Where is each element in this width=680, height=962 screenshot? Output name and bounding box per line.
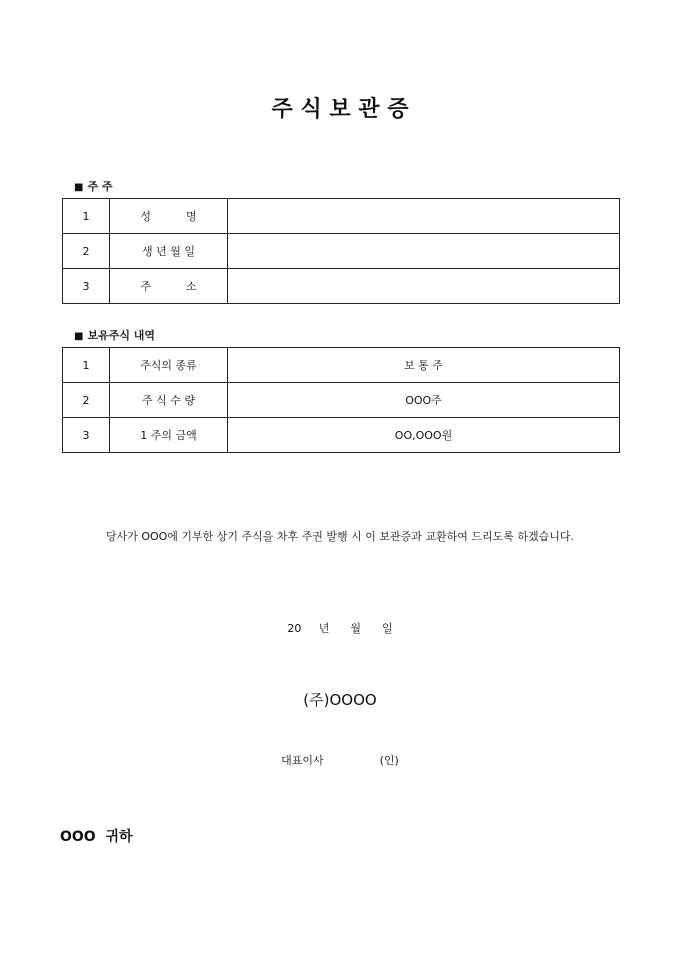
document-title: 주 식 보 관 증 [271, 97, 409, 122]
table-row [63, 199, 620, 234]
recipient: OOO 귀하 [60, 829, 133, 845]
field-value-stock-type: 보 통 주 [228, 348, 620, 383]
ceo-label: 대표이사 [281, 754, 324, 767]
field-value-name[interactable] [228, 199, 620, 234]
table-row [63, 269, 620, 304]
field-label-par-value: 1 주의 금액 [110, 418, 228, 453]
row-number: 2 [63, 383, 110, 418]
field-value-par-value: OO,OOO원 [228, 418, 620, 453]
row-number: 3 [63, 269, 110, 304]
field-value-quantity: OOO주 [228, 383, 620, 418]
square-bullet-icon: ■ [74, 182, 84, 193]
row-number: 1 [63, 348, 110, 383]
field-label-address: 주 소 [110, 269, 228, 304]
date-line: 20 년 월 일 [287, 622, 393, 635]
field-value-birthdate[interactable] [228, 234, 620, 269]
row-number: 2 [63, 234, 110, 269]
company-name: (주)OOOO [303, 691, 377, 709]
shareholder-heading-label: 주 주 [87, 180, 113, 193]
ceo-signature-line [0, 752, 680, 768]
seal-mark: (인) [379, 754, 399, 767]
holdings-section-heading [74, 327, 155, 343]
shareholder-table [62, 198, 620, 304]
statement-text: 당사가 OOO에 기부한 상기 주식을 차후 주권 발행 시 이 보관증과 교환하여 드리도록 하겠습니다. [105, 530, 575, 543]
field-label-birthdate: 생 년 월 일 [110, 234, 228, 269]
shareholder-section-heading [74, 178, 113, 194]
field-label-quantity: 주 식 수 량 [110, 383, 228, 418]
row-number: 1 [63, 199, 110, 234]
holdings-table [62, 347, 620, 453]
table-row [63, 383, 620, 418]
field-label-stock-type: 주식의 종류 [110, 348, 228, 383]
table-row [63, 348, 620, 383]
row-number: 3 [63, 418, 110, 453]
field-value-address[interactable] [228, 269, 620, 304]
field-label-name: 성 명 [110, 199, 228, 234]
table-row [63, 418, 620, 453]
square-bullet-icon: ■ [74, 331, 84, 342]
holdings-heading-label: 보유주식 내역 [87, 329, 156, 342]
table-row [63, 234, 620, 269]
